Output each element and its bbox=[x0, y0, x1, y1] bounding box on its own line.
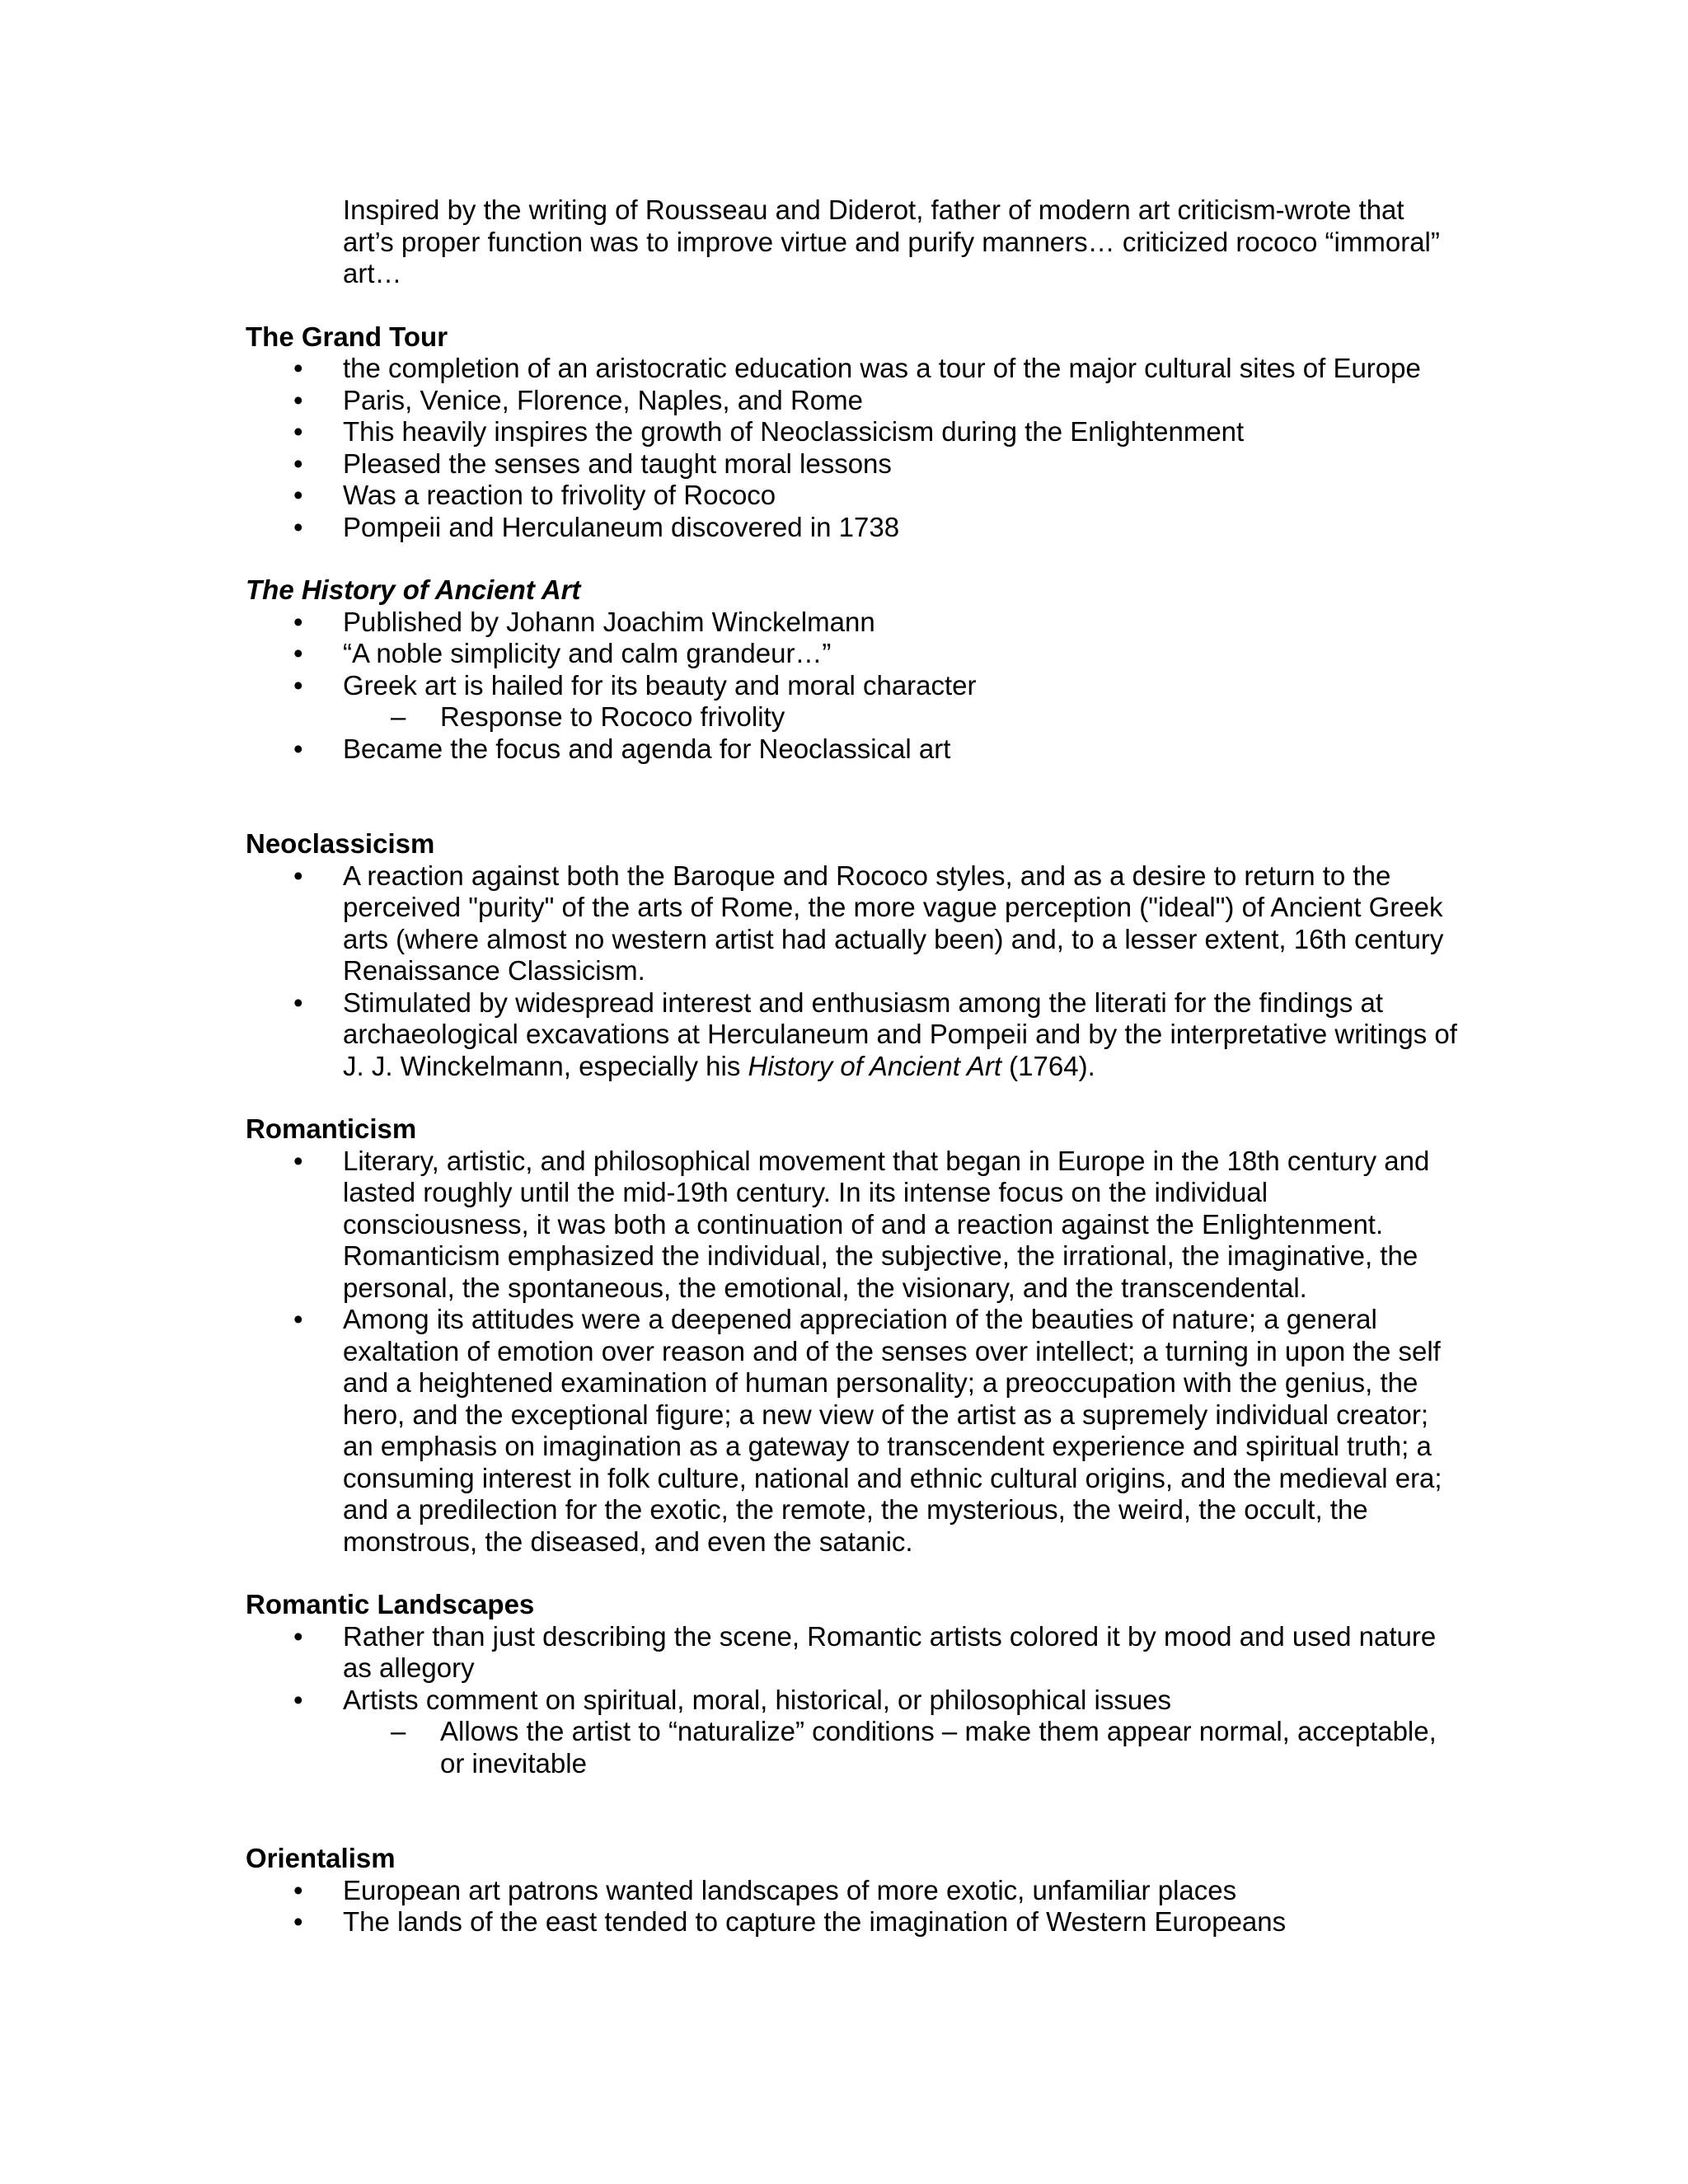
bullet-icon: • bbox=[293, 416, 303, 447]
list-item: • Pompeii and Herculaneum discovered in 1738 bbox=[293, 511, 900, 542]
bullet-icon: • bbox=[293, 1620, 303, 1652]
grand-tour-list bbox=[246, 353, 1457, 543]
sub-list bbox=[343, 701, 1457, 733]
list-item: • Artists comment on spiritual, moral, historical, or philosophical issues – Allows the artist to “naturalize” conditions – make them appear normal, acceptable, or inevitable bbox=[246, 1685, 1457, 1780]
bullet-icon: • bbox=[293, 480, 303, 510]
list-item: • Was a reaction to frivolity of Rococo bbox=[293, 480, 776, 510]
section-history-of-ancient-art bbox=[246, 574, 1457, 765]
sub-list bbox=[343, 1716, 1457, 1779]
bullet-icon: • bbox=[293, 511, 303, 542]
list-item: • Became the focus and agenda for Neoclassical art bbox=[293, 733, 951, 764]
list-item: • Published by Johann Joachim Winckelmann bbox=[293, 606, 875, 637]
book-title: History of Ancient Art bbox=[748, 1050, 1002, 1081]
heading-romanticism: Romanticism bbox=[246, 1113, 417, 1144]
bullet-icon: • bbox=[293, 1874, 303, 1905]
list-item: • This heavily inspires the growth of Neoclassicism during the Enlightenment bbox=[293, 416, 1245, 447]
history-list bbox=[246, 607, 1457, 766]
neoclassicism-list bbox=[246, 860, 1457, 1083]
bullet-icon: • bbox=[293, 669, 303, 701]
heading-orientalism: Orientalism bbox=[246, 1843, 396, 1873]
bullet-icon: • bbox=[293, 1145, 303, 1176]
section-neoclassicism bbox=[246, 828, 1457, 1082]
list-item: • Among its attitudes were a deepened appreciation of the beauties of nature; a general exaltation of emotion over reason and of the senses over intellect; a turning in upon the self and a heightened examination of human personality; a preoccupation with the genius, the hero, and the exceptional figure; a new view of the artist as a supremely individual creator; an emphasis on imagination as a gateway to transcendent experience and spiritual truth; a consuming interest in folk culture, national and ethnic cultural origins, and the medieval era; and a predilection for the exotic, the remote, the mysterious, the weird, the occult, the monstrous, the diseased, and even the satanic. bbox=[293, 1304, 1442, 1557]
romantic-landscapes-list bbox=[246, 1621, 1457, 1780]
bullet-icon: • bbox=[293, 606, 303, 637]
list-item: • Pleased the senses and taught moral lessons bbox=[293, 448, 892, 479]
document-page bbox=[246, 191, 1457, 1938]
bullet-icon: • bbox=[293, 638, 303, 668]
bullet-icon: • bbox=[293, 384, 303, 415]
dash-icon: – bbox=[391, 701, 406, 732]
bullet-icon: • bbox=[293, 987, 303, 1018]
list-item: • European art patrons wanted landscapes of more exotic, unfamiliar places bbox=[293, 1874, 1237, 1905]
bullet-icon: • bbox=[293, 733, 303, 764]
section-orientalism bbox=[246, 1843, 1457, 1938]
orientalism-list bbox=[246, 1875, 1457, 1938]
bullet-icon: • bbox=[293, 1906, 303, 1937]
heading-grand-tour: The Grand Tour bbox=[246, 321, 448, 352]
bullet-icon: • bbox=[293, 1684, 303, 1715]
list-item: • the completion of an aristocratic education was a tour of the major cultural sites of Europe bbox=[293, 353, 1421, 383]
romanticism-list bbox=[246, 1146, 1457, 1558]
section-romanticism bbox=[246, 1113, 1457, 1558]
bullet-icon: • bbox=[293, 353, 303, 383]
bullet-icon: • bbox=[293, 860, 303, 891]
bullet-icon: • bbox=[293, 448, 303, 479]
heading-neoclassicism: Neoclassicism bbox=[246, 828, 435, 859]
list-item: • Literary, artistic, and philosophical movement that began in Europe in the 18th century and lasted roughly until the mid-19th century. In its intense focus on the individual consciousness, it was both a continuation of and a reaction against the Enlightenment. Romanticism emphasized the individual, the subjective, the irrational, the imaginative, the personal, the spontaneous, the emotional, the visionary, and the transcendental. bbox=[293, 1145, 1430, 1303]
list-item: • Greek art is hailed for its beauty and moral character – Response to Rococo frivolity bbox=[246, 670, 1457, 733]
heading-romantic-landscapes: Romantic Landscapes bbox=[246, 1589, 535, 1619]
sub-list-item: – Response to Rococo frivolity bbox=[391, 701, 785, 732]
section-romantic-landscapes bbox=[246, 1589, 1457, 1779]
list-item: • “A noble simplicity and calm grandeur…” bbox=[293, 638, 832, 668]
intro-paragraph: Inspired by the writing of Rousseau and Diderot, father of modern art criticism-wrote that art’s proper function was to improve virtue and purify manners… criticized rococo “immoral” art… bbox=[343, 194, 1440, 288]
dash-icon: – bbox=[391, 1716, 406, 1746]
list-item: • Paris, Venice, Florence, Naples, and Rome bbox=[293, 384, 863, 415]
list-item: • A reaction against both the Baroque and Rococo styles, and as a desire to return to the perceived "purity" of the arts of Rome, the more vague perception ("ideal") of Ancient Greek arts (where almost no western artist had actually been) and, to a lesser extent, 16th century Renaissance Classicism. bbox=[293, 860, 1444, 986]
heading-history-of-ancient-art: The History of Ancient Art bbox=[246, 574, 581, 605]
list-item: • The lands of the east tended to capture the imagination of Western Europeans bbox=[293, 1906, 1287, 1937]
list-item: • Stimulated by widespread interest and enthusiasm among the literati for the findings at archaeological excavations at Herculaneum and Pompeii and by the interpretative writings of J. J. Winckelmann, especially his History of Ancient Art (1764). bbox=[293, 987, 1457, 1081]
section-grand-tour bbox=[246, 321, 1457, 544]
list-item: • Rather than just describing the scene, Romantic artists colored it by mood and used nature as allegory bbox=[293, 1620, 1437, 1683]
sub-list-item: – Allows the artist to “naturalize” conditions – make them appear normal, acceptable, or inevitable bbox=[391, 1716, 1437, 1779]
bullet-icon: • bbox=[293, 1304, 303, 1334]
